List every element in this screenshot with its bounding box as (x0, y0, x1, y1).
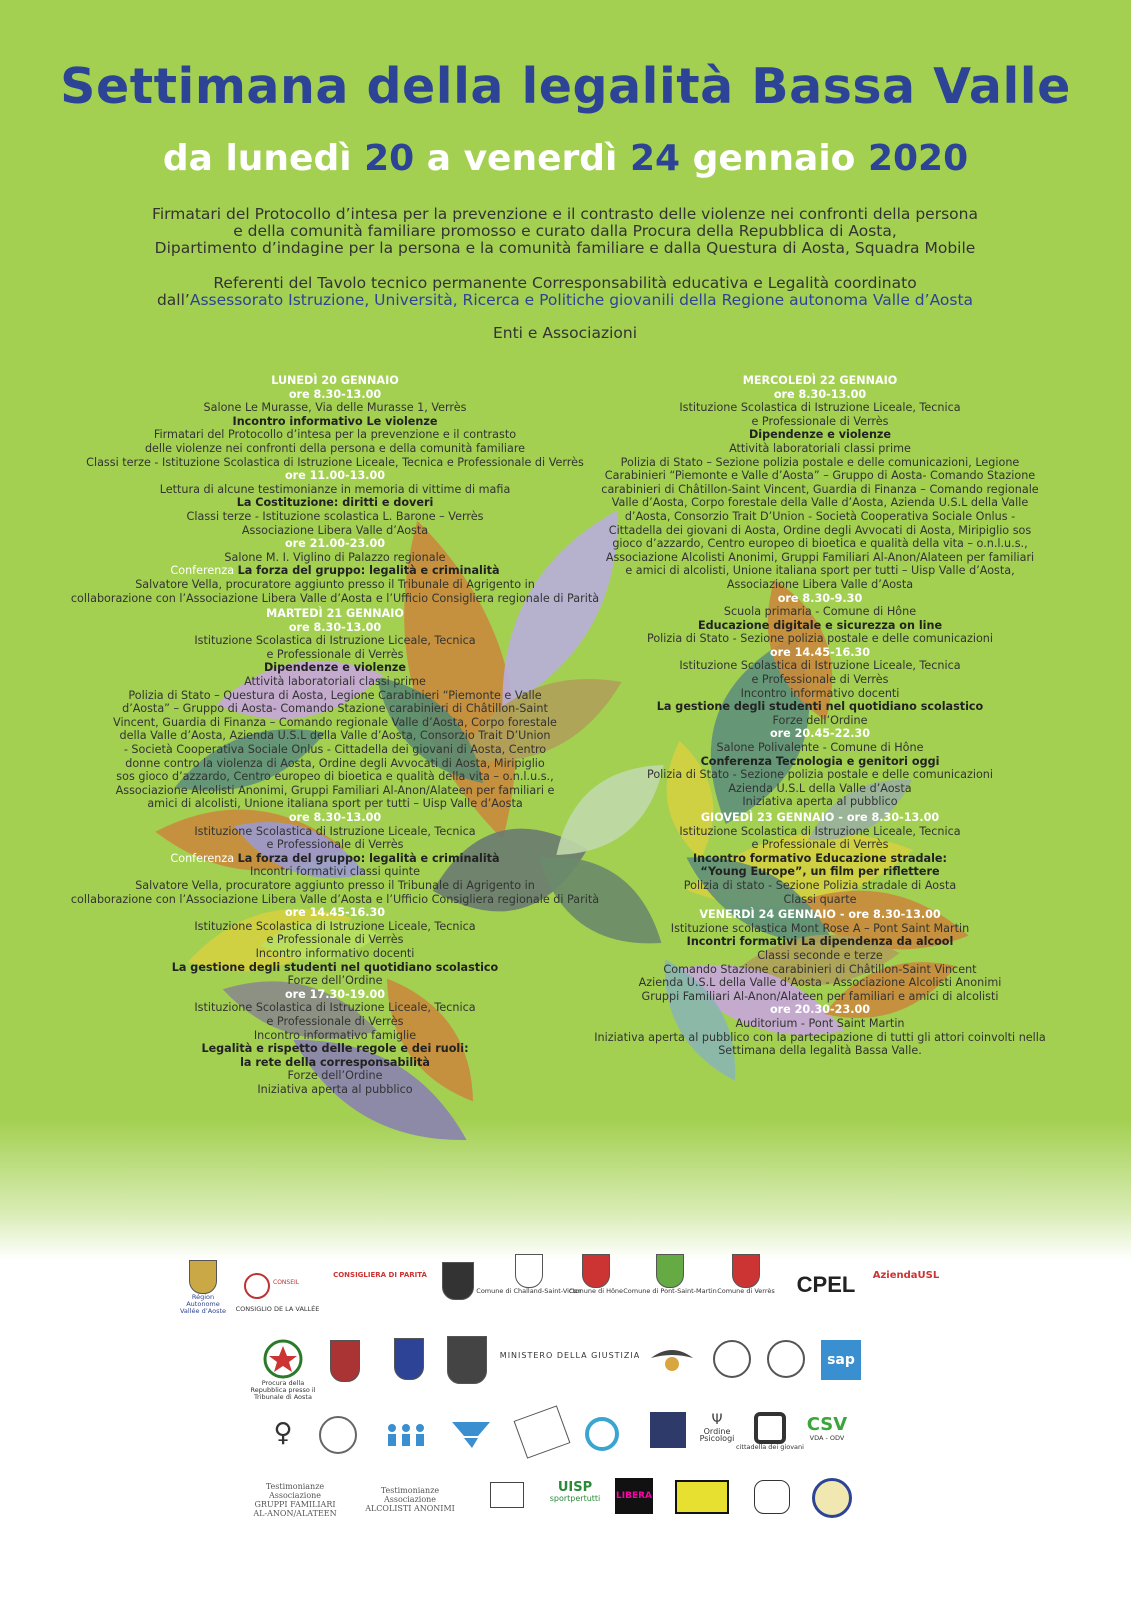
program-left-column (55, 374, 615, 1096)
logo-al-anon: Testimonianze Associazione GRUPPI FAMILIARI AL-ANON/ALATEEN (253, 1482, 337, 1518)
logo-regione: Région Autonome Vallée d’Aoste (178, 1260, 228, 1315)
detail-line: Salvatore Vella, procuratore aggiunto presso il Tribunale di Agrigento in (135, 577, 535, 591)
detail-line: sos gioco d’azzardo, Centro europeo di bioetica e qualità della vita – o.n.l.u.s., (116, 770, 554, 784)
detail-line: - Società Cooperativa Sociale Onlus - Cittadella dei giovani di Aosta, Centro (123, 743, 547, 757)
intro-enti: Enti e Associazioni (492, 324, 637, 342)
challand-crest-icon (515, 1254, 543, 1288)
session-title: Incontro informativo Le violenze (232, 414, 438, 428)
detail-line: Settimana della legalità Bassa Valle. (718, 1044, 922, 1058)
time-slot: ore 21.00-23.00 (284, 537, 386, 551)
detail-line: carabinieri di Châtillon-Saint Vincent, Guardia di Finanza – Comando regionale (601, 482, 1039, 496)
detail-line: Iniziativa aperta al pubblico con la partecipazione di tutti gli attori coinvolti nella (594, 1030, 1046, 1044)
detail-line: Incontro informativo docenti (255, 946, 415, 960)
logo-ordine-psicologi: Ψ Ordine Psicologi (699, 1412, 735, 1443)
time-slot: ore 8.30-13.00 (288, 387, 382, 401)
logo-challand: Comune di Challand-Saint-Victor (495, 1254, 563, 1295)
detail-line: Istituzione scolastica Mont Rose A – Pont Saint Martin (670, 921, 970, 935)
detail-line: Lettura di alcune testimonianze in memoria di vittime di mafia (159, 482, 511, 496)
detail-line: e Professionale di Verrès (266, 1014, 404, 1028)
time-slot: ore 14.45-16.30 (769, 645, 871, 659)
intro-referents: Referenti del Tavolo tecnico permanente Corresponsabilità educativa e Legalità coordinato dall’Assessorato Istruzione, Università, Ricerca e Politiche giovanili della Regione autonoma Valle d’Aosta (156, 274, 974, 309)
time-slot: ore 8.30-13.00 (288, 811, 382, 824)
italian-emblem-icon (262, 1338, 304, 1380)
detail-line: Scuola primaria - Comune di Hône (723, 605, 917, 619)
detail-line: Salvatore Vella, procuratore aggiunto presso il Tribunale di Agrigento in (135, 878, 535, 892)
detail-line: Auditorium - Pont Saint Martin (735, 1016, 905, 1030)
people-icon (380, 1418, 432, 1450)
detail-line: e Professionale di Verrès (266, 933, 404, 947)
time-slot: ore 20.45-22.30 (769, 727, 871, 741)
time-slot: ore 11.00-13.00 (284, 469, 386, 483)
polizia-crest-icon (330, 1340, 360, 1382)
crest-icon (442, 1262, 474, 1300)
logo-symbol (268, 1418, 298, 1448)
session-title: Conferenza La forza del gruppo: legalità e criminalità (170, 564, 500, 578)
forestale-crest-icon (447, 1336, 487, 1384)
regione-crest-icon (189, 1260, 217, 1294)
detail-line: Salone Le Murasse, Via delle Murasse 1, Verrès (203, 401, 467, 415)
session-title: Conferenza Tecnologia e genitori oggi (700, 754, 940, 768)
psi-icon: Ψ (711, 1412, 723, 1428)
miripiglio-icon (675, 1480, 729, 1514)
detail-line: Vincent, Guardia di Finanza – Comando regionale Valle d’Aosta, Corpo forestale (113, 715, 557, 729)
session-title: Incontri formativi La dipendenza da alcool (686, 935, 954, 949)
logo-cittadella: cittadella dei giovani (748, 1412, 792, 1451)
logo-blue-mark (446, 1416, 496, 1450)
day-heading: LUNEDÌ 20 GENNAIO (271, 374, 399, 387)
logo-association-figures (378, 1418, 434, 1450)
logo-mont-rose (512, 1412, 572, 1452)
logo-ordine-avvocati (646, 1412, 690, 1448)
logo-procura: Procura della Repubblica presso il Tribunale di Aosta (248, 1338, 318, 1401)
logo-uisp: UISP sportpertutti (549, 1480, 601, 1503)
symbol-icon: ♀ (273, 1418, 293, 1448)
day-heading: MERCOLEDÌ 22 GENNAIO (742, 374, 898, 387)
detail-line: e Professionale di Verrès (266, 647, 404, 661)
logo-cpel: CPEL (796, 1272, 856, 1297)
blue-mark-icon (448, 1416, 494, 1450)
program-right-column (575, 374, 1065, 1058)
detail-line: Istituzione Scolastica di Istruzione Liceale, Tecnica (194, 634, 476, 648)
detail-line: Forze dell’Ordine (287, 1069, 383, 1083)
logo-polizia (328, 1340, 362, 1382)
detail-line: Classi terze - Istituzione scolastica L. Barone – Verrès (186, 509, 484, 523)
detail-line: Azienda U.S.L della Valle d’Aosta - Associazione Alcolisti Anonimi (638, 976, 1002, 990)
detail-line: Classi quarte (783, 892, 857, 906)
logo-crest-aosta (440, 1262, 476, 1300)
detail-line: Istituzione Scolastica di Istruzione Liceale, Tecnica (679, 659, 961, 673)
detail-line: Classi terze - Istituzione Scolastica di Istruzione Liceale, Tecnica e Professionale di Verrès (86, 455, 584, 469)
badge-icon (767, 1340, 805, 1378)
session-title: Dipendenze e violenze (263, 661, 407, 675)
detail-line: collaborazione con l’Associazione Libera Valle d’Aosta e l’Ufficio Consigliera regionale di Parità (70, 591, 600, 605)
detail-line: Istituzione Scolastica di Istruzione Liceale, Tecnica (679, 401, 961, 415)
main-title: Settimana della legalità Bassa Valle (60, 58, 1071, 115)
time-slot: ore 8.30-9.30 (777, 591, 863, 605)
detail-line: Polizia di Stato – Sezione polizia postale e delle comunicazioni, Legione (620, 455, 1020, 469)
logo-round-blue (812, 1478, 852, 1518)
detail-line: e Professionale di Verrès (751, 414, 889, 428)
detail-line: della Valle d’Aosta, Azienda U.S.L della Valle d’Aosta, Consorzio Trait D’Union (119, 729, 551, 743)
detail-line: Istituzione Scolastica di Istruzione Liceale, Tecnica (679, 824, 961, 838)
date-subtitle: da lunedì 20 a venerdì 24 gennaio 2020 (162, 138, 969, 179)
mont-rose-icon (514, 1405, 571, 1458)
cittadella-icon (754, 1412, 786, 1444)
time-slot: ore 8.30-13.00 (773, 387, 867, 401)
detail-line: Associazione Libera Valle d’Aosta (726, 577, 914, 591)
detail-line: e Professionale di Verrès (751, 838, 889, 852)
logo-round-seal (318, 1416, 358, 1454)
detail-line: Forze dell’Ordine (772, 713, 868, 727)
session-title: La gestione degli studenti nel quotidiano scolastico (656, 700, 984, 714)
logo-alcolisti-anonimi: Testimonianze Associazione ALCOLISTI ANONIMI (365, 1486, 455, 1513)
detail-line: e Professionale di Verrès (751, 673, 889, 687)
verres-crest-icon (732, 1254, 760, 1288)
logo-badge-2 (766, 1340, 806, 1378)
detail-line: Salone Polivalente - Comune di Hône (716, 741, 924, 755)
logo-unesco (474, 1482, 540, 1508)
detail-line: gioco d’azzardo, Centro europeo di bioetica e qualità della vita – o.n.l.u.s., (612, 537, 1028, 551)
session-title: Legalità e rispetto delle regole e dei ruoli: (201, 1042, 469, 1056)
detail-line: collaborazione con l’Associazione Libera Valle d’Aosta e l’Ufficio Consigliera regionale di Parità (70, 892, 600, 906)
detail-line: Associazione Libera Valle d’Aosta (241, 523, 429, 537)
carabinieri-crest-icon (394, 1338, 424, 1380)
session-title: Dipendenze e violenze (748, 428, 892, 442)
logo-csv: CSV VDA - ODV (806, 1414, 848, 1442)
eagle-emblem-icon (649, 1344, 695, 1374)
detail-line: Attività laboratoriali classi prime (729, 441, 911, 455)
partner-logos (0, 1250, 1131, 1600)
detail-line: e amici di alcolisti, Unione italiana sport per tutti – Uisp Valle d’Aosta, (625, 564, 1015, 578)
badge-icon (713, 1340, 751, 1378)
intro-signatories: Firmatari del Protocollo d’intesa per la prevenzione e il contrasto delle violenze nei confronti della persona e della comunità familiare promosso e curato dalla Procura della Repubblica di Aosta, Dipartimento d’indagine per la persona e la comunità familiare e dalla Questura di Aosta, Squadra Mobile (152, 205, 978, 257)
consiglio-icon (243, 1268, 313, 1306)
logo-cartoon (752, 1480, 792, 1514)
logo-miripiglio (676, 1480, 728, 1514)
day-heading: MARTEDÌ 21 GENNAIO (266, 607, 404, 621)
detail-line: Polizia di Stato - Sezione polizia postale e delle comunicazioni (646, 768, 994, 782)
logo-ministero-giustizia: MINISTERO DELLA GIUSTIZIA (499, 1351, 641, 1360)
logo-consiglio: CONSEIL CONSIGLIO DE LA VALLÉE (240, 1268, 315, 1313)
detail-line: Incontri formativi classi quinte (250, 865, 420, 879)
avvocati-icon (650, 1412, 686, 1448)
detail-line: Incontro informativo famiglie (253, 1028, 417, 1042)
session-title: Conferenza La forza del gruppo: legalità e criminalità (170, 851, 500, 865)
detail-line: delle violenze nei confronti della persona e della comunità familiare (144, 441, 526, 455)
detail-line: Istituzione Scolastica di Istruzione Liceale, Tecnica (194, 1001, 476, 1015)
detail-line: Salone M. I. Viglino di Palazzo regionale (224, 550, 446, 564)
logo-sap: sap (820, 1340, 862, 1380)
detail-line: Associazione Alcolisti Anonimi, Gruppi Familiari Al-Anon/Alateen per familiari e (115, 783, 555, 797)
detail-line: e Professionale di Verrès (266, 838, 404, 852)
time-slot: ore 8.30-13.00 (288, 620, 382, 634)
session-title: La Costituzione: diritti e doveri (236, 496, 434, 510)
time-slot: ore 20.30-23.00 (769, 1003, 871, 1017)
day-heading: GIOVEDÌ 23 GENNAIO - ore 8.30-13.00 (700, 811, 940, 824)
round-blue-icon (812, 1478, 852, 1518)
detail-line: Gruppi Familiari Al-Anon/Alateen per familiari e amici di alcolisti (641, 989, 999, 1003)
detail-line: d’Aosta, Consorzio Trait D’Union - Società Cooperativa Sociale Onlus - (624, 509, 1016, 523)
logo-forestale (444, 1336, 490, 1384)
detail-line: Istituzione Scolastica di Istruzione Liceale, Tecnica (194, 824, 476, 838)
logo-carabinieri (392, 1338, 426, 1380)
detail-line: Polizia di Stato – Questura di Aosta, Legione Carabinieri “Piemonte e Valle (128, 688, 542, 702)
detail-line: Associazione Alcolisti Anonimi, Gruppi Familiari Al-Anon/Alateen per familiari (605, 550, 1035, 564)
logo-verres: Comune di Verrès (716, 1254, 776, 1295)
detail-line: Polizia di Stato - Sezione polizia postale e delle comunicazioni (646, 632, 994, 646)
session-title: Educazione digitale e sicurezza on line (697, 618, 943, 632)
session-title: La gestione degli studenti nel quotidiano scolastico (171, 960, 499, 974)
detail-line: Iniziativa aperta al pubblico (257, 1082, 413, 1096)
logo-azienda-usl: AziendaUSL (872, 1270, 940, 1281)
assessorato-link-text: Assessorato Istruzione, Università, Ricerca e Politiche giovanili della Regione autonoma Valle d’Aosta (189, 291, 974, 309)
unesco-icon (490, 1482, 524, 1508)
logo-guardia-finanza (648, 1344, 696, 1374)
detail-line: Carabinieri “Piemonte e Valle d’Aosta” – Gruppo di Aosta- Comando Stazione (604, 469, 1036, 483)
logo-hone: Comune di Hône (568, 1254, 624, 1295)
detail-line: donne contro la violenza di Aosta, Ordine degli Avvocati di Aosta, Miripiglio (125, 756, 545, 770)
detail-line: Attività laboratoriali classi prime (244, 675, 426, 689)
logo-libera: LIBERA (614, 1478, 654, 1514)
detail-line: Incontro informativo docenti (740, 686, 900, 700)
logo-centro-donne (580, 1416, 632, 1452)
detail-line: Polizia di stato - Sezione Polizia stradale di Aosta (683, 878, 957, 892)
detail-line: Forze dell’Ordine (287, 974, 383, 988)
logo-consigliera-parita: CONSIGLIERA DI PARITÀ (333, 1271, 427, 1279)
seal-icon (319, 1416, 357, 1454)
cartoon-icon (754, 1480, 790, 1514)
detail-line: Firmatari del Protocollo d’intesa per la prevenzione e il contrasto (153, 428, 517, 442)
logo-badge-1 (712, 1340, 752, 1378)
svg-text:CONSEIL: CONSEIL (272, 1279, 299, 1286)
session-title: la rete della corresponsabilità (240, 1055, 430, 1069)
session-title: Incontro formativo Educazione stradale: (693, 851, 947, 865)
hone-crest-icon (582, 1254, 610, 1288)
detail-line: Istituzione Scolastica di Istruzione Liceale, Tecnica (194, 919, 476, 933)
time-slot: ore 14.45-16.30 (284, 906, 386, 920)
detail-line: Comando Stazione carabinieri di Châtillon-Saint Vincent (663, 962, 977, 976)
day-heading: VENERDÌ 24 GENNAIO - ore 8.30-13.00 (699, 908, 941, 922)
detail-line: d’Aosta” – Gruppo di Aosta- Comando Stazione carabinieri di Châtillon-Saint (122, 702, 548, 716)
detail-line: Classi seconde e terze (757, 948, 883, 962)
detail-line: Valle d’Aosta, Corpo forestale della Valle d’Aosta, Azienda U.S.L della Valle (611, 496, 1029, 510)
pont-crest-icon (656, 1254, 684, 1288)
circle-c-icon (584, 1416, 628, 1452)
detail-line: Cittadella dei giovani di Aosta, Ordine degli Avvocati di Aosta, Miripiglio sos (608, 523, 1032, 537)
time-slot: ore 17.30-19.00 (284, 987, 386, 1001)
logo-pont-saint-martin: Comune di Pont-Saint-Martin (636, 1254, 704, 1295)
detail-line: Azienda U.S.L della Valle d’Aosta (728, 781, 912, 795)
detail-line: Iniziativa aperta al pubblico (742, 795, 898, 809)
detail-line: amici di alcolisti, Unione italiana sport per tutti – Uisp Valle d’Aosta (147, 797, 523, 811)
session-title: “Young Europe”, un film per riflettere (700, 865, 940, 879)
